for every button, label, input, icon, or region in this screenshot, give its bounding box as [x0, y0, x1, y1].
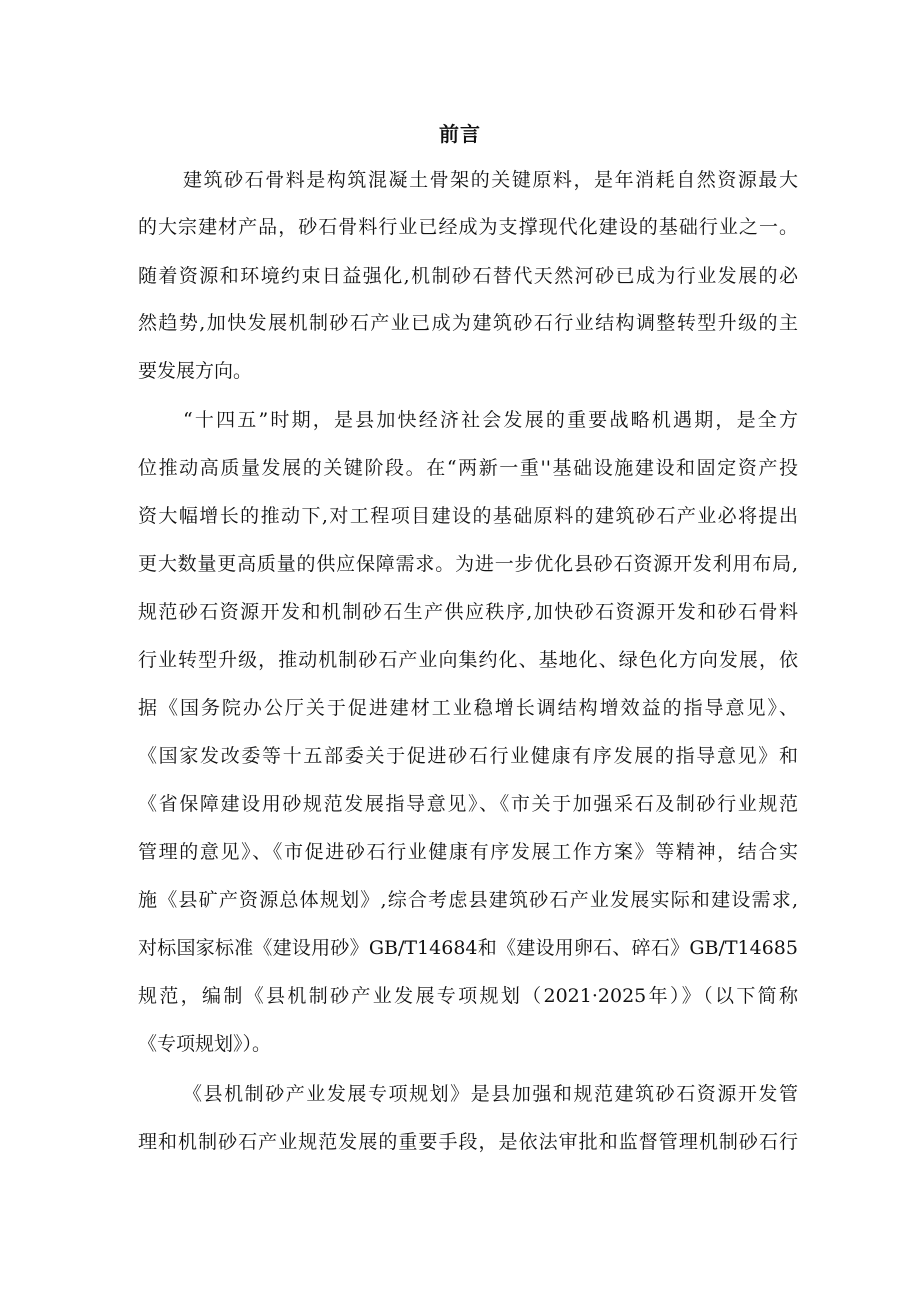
paragraph-2-line-6: 行业转型升级，推动机制砂石产业向集约化、基地化、绿色化方向发展，依: [138, 649, 798, 671]
paragraph-2-line-9: 《省保障建设用砂规范发展指导意见》、《市关于加强采石及制砂行业规范: [138, 793, 798, 815]
paragraph-2-line-5: 规范砂石资源开发和机制砂石生产供应秩序,加快砂石资源开发和砂石骨料: [138, 601, 798, 623]
paragraph-3-line-1: 《县机制砂产业发展专项规划》是县加强和规范建筑砂石资源开发管: [183, 1083, 798, 1105]
paragraph-1-line-4: 然趋势,加快发展机制砂石产业已成为建筑砂石行业结构调整转型升级的主: [138, 312, 798, 334]
paragraph-1-line-1: 建筑砂石骨料是构筑混凝土骨架的关键原料，是年消耗自然资源最大: [183, 169, 798, 191]
paragraph-2-line-7: 据《国务院办公厅关于促进建材工业稳增长调结构增效益的指导意见》、: [138, 697, 798, 719]
paragraph-2-line-13: 规范，编制《县机制砂产业发展专项规划（2021·2025年）》（以下简称: [138, 985, 798, 1007]
paragraph-2-line-4: 更大数量更高质量的供应保障需求。为进一步优化县砂石资源开发利用布局,: [138, 553, 798, 575]
paragraph-2-line-10: 管理的意见》、《市促进砂石行业健康有序发展工作方案》等精神，结合实: [138, 841, 798, 863]
paragraph-2-line-1: “十四五”时期，是县加快经济社会发展的重要战略机遇期，是全方: [183, 409, 798, 431]
paragraph-2-line-12: 对标国家标准《建设用砂》GB/T14684和《建设用卵石、碎石》GB/T14685: [138, 937, 798, 959]
paragraph-1-line-3: 随着资源和环境约束日益强化,机制砂石替代天然河砂已成为行业发展的必: [138, 265, 798, 287]
paragraph-1-line-5: 要发展方向。: [138, 360, 253, 382]
paragraph-2-line-11: 施《县矿产资源总体规划》,综合考虑县建筑砂石产业发展实际和建设需求,: [138, 889, 798, 911]
paragraph-2-line-3: 资大幅增长的推动下,对工程项目建设的基础原料的建筑砂石产业必将提出: [138, 505, 798, 527]
paragraph-2-line-2: 位推动高质量发展的关键阶段。在“两新一重''基础设施建设和固定资产投: [138, 457, 798, 479]
paragraph-2-line-8: 《国家发改委等十五部委关于促进砂石行业健康有序发展的指导意见》和: [138, 745, 798, 767]
page-title: 前言: [439, 122, 481, 146]
paragraph-1-line-2: 的大宗建材产品，砂石骨料行业已经成为支撑现代化建设的基础行业之一。: [138, 216, 798, 238]
paragraph-3-line-2: 理和机制砂石产业规范发展的重要手段，是依法审批和监督管理机制砂石行: [138, 1131, 798, 1153]
paragraph-2-line-14: 《专项规划》）。: [138, 1033, 272, 1055]
